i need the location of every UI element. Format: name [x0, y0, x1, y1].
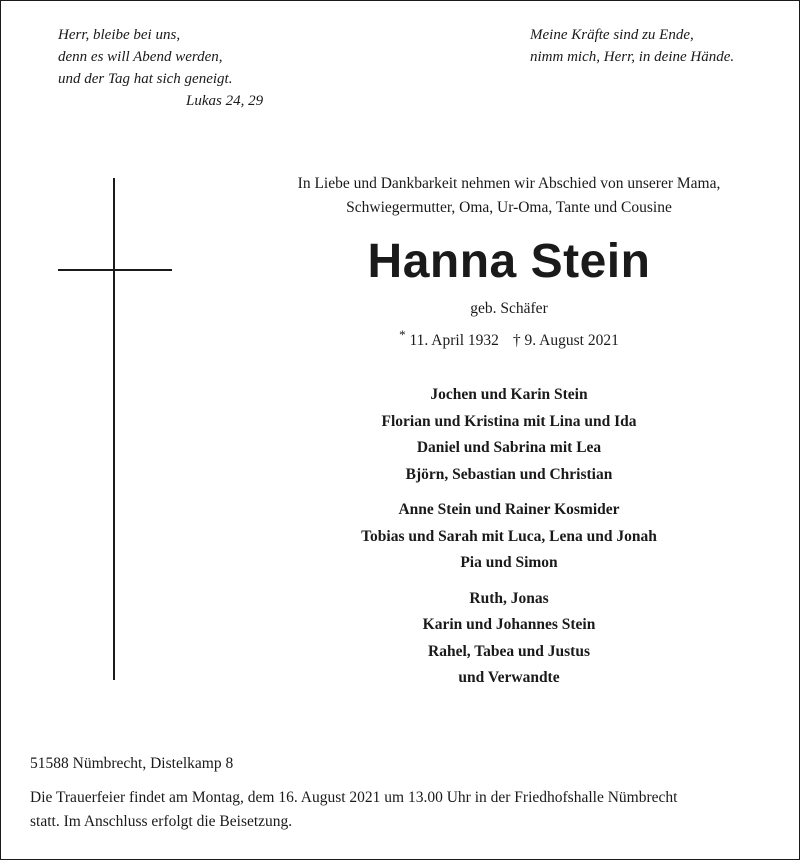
death-date: 9. August 2021 — [524, 332, 619, 350]
family-member: und Verwandte — [458, 669, 560, 686]
funeral-line: statt. Im Anschluss erfolgt die Beisetzung. — [30, 813, 293, 830]
birth-symbol: * — [399, 327, 406, 342]
deceased-name: Hanna Stein — [367, 235, 651, 288]
verse-left-line: und der Tag hat sich geneigt. — [58, 71, 233, 87]
intro-line: In Liebe und Dankbarkeit nehmen wir Abschied von unserer Mama, — [297, 175, 721, 192]
family-member: Pia und Simon — [460, 554, 558, 571]
intro-text — [218, 172, 800, 220]
intro-line: Schwiegermutter, Oma, Ur-Oma, Tante und Cousine — [346, 199, 672, 216]
family-group — [218, 497, 800, 577]
family-member: Björn, Sebastian und Christian — [405, 465, 613, 483]
verse-left-line: denn es will Abend werden, — [58, 49, 223, 65]
verse-reference: Lukas 24, 29 — [186, 93, 264, 109]
family-list — [218, 382, 800, 701]
family-member: Rahel, Tabea und Justus — [428, 642, 590, 660]
family-member: Anne Stein und Rainer Kosmider — [398, 501, 620, 518]
family-group — [218, 382, 800, 488]
verse-right — [530, 24, 734, 68]
family-member: Ruth, Jonas — [469, 589, 549, 607]
family-member: Tobias und Sarah mit Luca, Lena und Jonah — [361, 527, 657, 545]
verse-left — [58, 24, 263, 112]
family-member: Karin und Johannes Stein — [422, 616, 596, 633]
birth-date: 11. April 1932 — [409, 332, 499, 350]
verse-left-line: Herr, bleibe bei uns, — [58, 27, 181, 43]
family-member: Daniel und Sabrina mit Lea — [416, 439, 602, 456]
funeral-notice — [30, 786, 775, 834]
address: 51588 Nümbrecht, Distelkamp 8 — [30, 755, 234, 772]
verse-right-line: nimm mich, Herr, in deine Hände. — [530, 49, 735, 65]
verse-right-line: Meine Kräfte sind zu Ende, — [530, 27, 694, 43]
family-member: Jochen und Karin Stein — [430, 386, 588, 403]
cross-horizontal-bar — [58, 269, 172, 271]
cross-vertical-bar — [113, 178, 115, 680]
life-dates — [218, 323, 800, 353]
death-symbol-icon: † — [512, 332, 521, 350]
funeral-line: Die Trauerfeier findet am Montag, dem 16. August 2021 um 13.00 Uhr in der Friedhofshalle Nümbrecht — [30, 789, 678, 806]
family-group — [218, 586, 800, 692]
maiden-name: geb. Schäfer — [470, 300, 548, 317]
family-member: Florian und Kristina mit Lina und Ida — [381, 412, 637, 430]
